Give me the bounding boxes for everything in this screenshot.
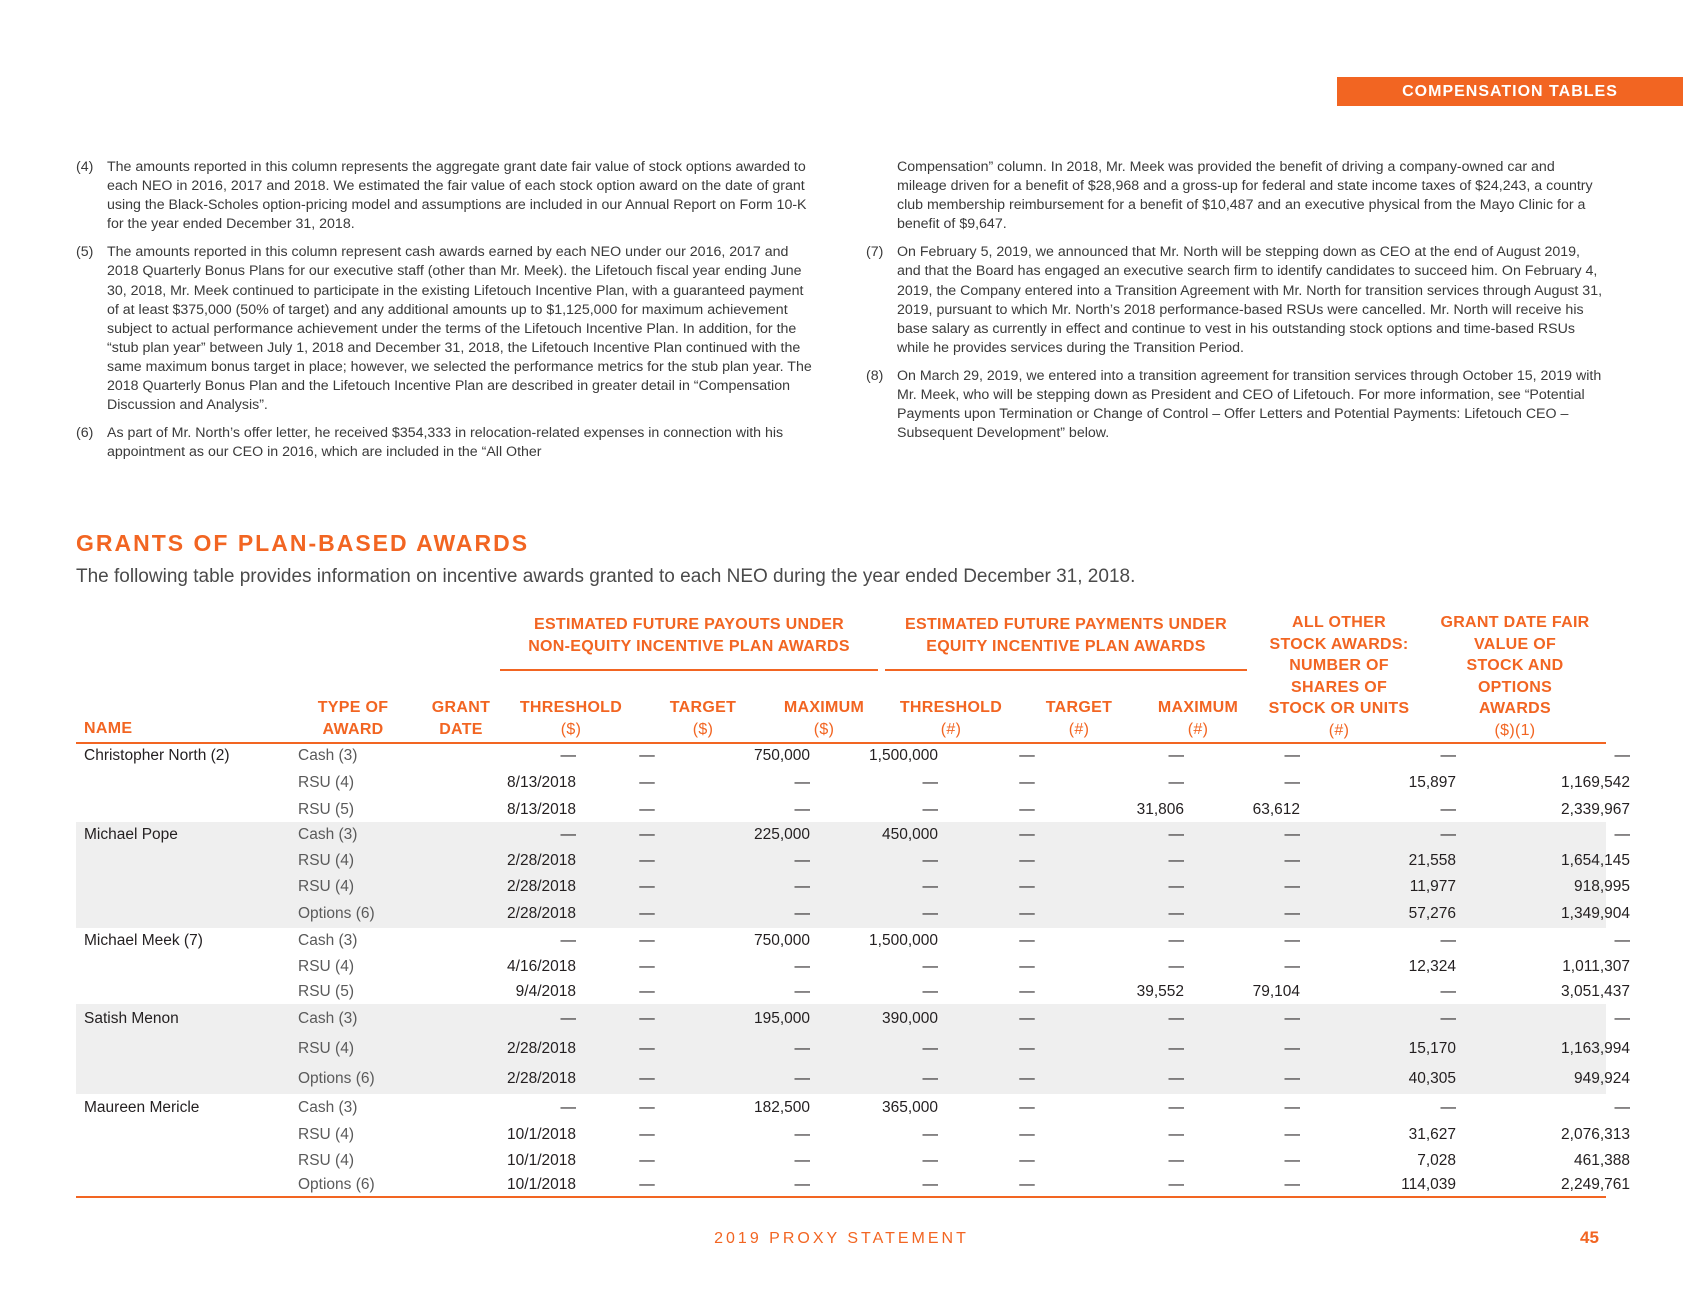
col-header-unit: ($) [692,720,714,738]
cell-eq-maximum: 79,104 [1252,983,1300,1000]
cell-ne-threshold: — [639,852,655,869]
group-header-line: EQUITY INCENTIVE PLAN AWARDS [926,637,1206,655]
cell-grant-date: — [560,747,576,764]
cell-award-type: Options (6) [298,1070,375,1087]
col-header-label: THRESHOLD [519,699,623,716]
cell-eq-target: — [1168,747,1184,764]
footnote-5 [76,243,816,415]
cell-eq-maximum: — [1284,1099,1300,1116]
cell-fair-value: 461,388 [1573,1152,1630,1169]
cell-eq-maximum: 63,612 [1252,801,1300,818]
cell-all-other: 15,170 [1408,1040,1456,1057]
cell-name [84,1174,294,1196]
cell-grant-date: 2/28/2018 [507,852,576,869]
cell-eq-threshold: — [1019,1010,1035,1027]
cell-name: Satish Menon [84,1010,179,1027]
cell-ne-threshold: — [639,1176,655,1193]
cell-eq-maximum: — [1284,1152,1300,1169]
cell-name [84,768,294,798]
cell-name [84,900,294,928]
footer-title: 2019 PROXY STATEMENT [714,1230,969,1247]
cell-award-type: Cash (3) [298,932,358,949]
cell-eq-target: — [1168,1126,1184,1143]
cell-all-other: — [1440,801,1456,818]
cell-ne-target: — [794,1152,810,1169]
cell-eq-threshold: — [1019,878,1035,895]
col-header-label: SHARES OF [1290,678,1388,696]
cell-ne-maximum: — [922,852,938,869]
cell-ne-threshold: — [639,1070,655,1087]
cell-award-type: Options (6) [298,905,375,922]
cell-ne-target: 750,000 [753,932,810,949]
cell-ne-threshold: — [639,1099,655,1116]
cell-ne-maximum: 450,000 [881,826,938,843]
cell-all-other: 15,897 [1408,774,1456,791]
cell-all-other: — [1440,932,1456,949]
cell-ne-target: — [794,905,810,922]
cell-eq-maximum: — [1284,1040,1300,1057]
cell-grant-date: 2/28/2018 [507,1070,576,1087]
cell-grant-date: 10/1/2018 [507,1152,576,1169]
footnote-text: On March 29, 2019, we entered into a transition agreement for transition services through October 15, 2019 with Mr. Meek, who will be stepping down as President and CEO of Lifetouch. For more information, see “Potential Payments upon Termination or Change of Control – Offer Letters and Potential Payments: Lifetouch CEO – Subsequent Development” below. [897,367,1602,442]
cell-all-other: — [1440,1099,1456,1116]
cell-award-type: RSU (4) [298,958,354,975]
cell-eq-target: — [1168,1010,1184,1027]
col-header-label: AWARD [322,720,384,738]
table-row [76,900,1630,928]
cell-eq-target: 31,806 [1136,801,1184,818]
col-header-label: TARGET [1045,699,1113,716]
cell-name [84,798,294,822]
cell-fair-value: 1,654,145 [1561,852,1630,869]
cell-ne-maximum: — [922,958,938,975]
cell-all-other: 7,028 [1417,1152,1456,1169]
cell-eq-maximum: — [1284,747,1300,764]
cell-name [84,1122,294,1148]
col-header-label: VALUE OF [1473,635,1557,653]
cell-award-type: Cash (3) [298,747,358,764]
section-heading: GRANTS OF PLAN-BASED AWARDS [76,530,530,556]
cell-ne-threshold: — [639,774,655,791]
equity-group-header [885,614,1247,657]
cell-ne-maximum: — [922,1040,938,1057]
cell-award-type: RSU (4) [298,1152,354,1169]
cell-eq-threshold: — [1019,1070,1035,1087]
cell-ne-target: — [794,852,810,869]
footnote-number: (7) [866,244,884,261]
cell-name [84,1064,294,1094]
footnote-text: The amounts reported in this column represent cash awards earned by each NEO under our 2016, 2017 and 2018 Quarterly Bonus Plans for our executive staff (other than Mr. Meek). the Lifetouch fiscal year ending June 30, 2018, Mr. Meek continued to participate in the existing Lifetouch Incentive Plan, with a guaranteed payment of at least $375,000 (50% of target) and any additional amounts up to $1,125,000 for maximum achievement subject to actual performance achievement under the terms of the Lifetouch Incentive Plan. In addition, for the “stub plan year” between July 1, 2018 and December 31, 2018, the Lifetouch Incentive Plan continued with the same maximum bonus target in place; however, we selected the performance metrics for the stub plan year. The 2018 Quarterly Bonus Plan and the Lifetouch Incentive Plan are described in greater detail in “Compensation Discussion and Analysis”. [107,244,812,414]
cell-ne-threshold: — [639,1126,655,1143]
col-header-label: NAME [84,720,133,737]
cell-eq-target: — [1168,1176,1184,1193]
table-row [76,1122,1630,1148]
footnote-4 [76,158,816,234]
table-row [76,954,1630,980]
table-row [76,928,1630,954]
footnote-text: On February 5, 2019, we announced that Mr. North will be stepping down as CEO at the end of August 2019, and that the Board has engaged an executive search firm to identify candidates to succeed him. On February 4, 2019, the Company entered into a Transition Agreement with Mr. North for transition services through August 31, 2019, pursuant to which Mr. North’s 2018 performance-based RSUs were cancelled. Mr. North will receive his base salary as currently in effect and continue to vest in his outstanding stock options and time-based RSUs while he provides services during the Transition Period. [897,244,1603,356]
col-header-unit: (#) [940,720,962,738]
page-number: 45 [1580,1228,1599,1247]
col-header-grant-date [416,697,506,740]
cell-eq-target: 39,552 [1136,983,1184,1000]
col-header-label: OPTIONS [1477,678,1553,696]
cell-eq-maximum: — [1284,958,1300,975]
cell-ne-target: — [794,958,810,975]
cell-ne-threshold: — [639,905,655,922]
cell-eq-threshold: — [1019,1040,1035,1057]
col-header-unit: ($)(1) [1494,721,1536,739]
cell-name: Christopher North (2) [84,747,230,764]
cell-eq-maximum: — [1284,1010,1300,1027]
cell-grant-date: 10/1/2018 [507,1126,576,1143]
footnote-7 [866,243,1606,358]
cell-all-other: — [1440,1010,1456,1027]
table-row [76,1148,1630,1174]
col-header-label: NUMBER OF [1289,657,1389,674]
cell-ne-maximum: — [922,905,938,922]
col-header-label: GRANT [431,699,491,716]
non-equity-group-header [500,614,878,657]
cell-name [84,1034,294,1064]
cell-all-other: 31,627 [1408,1126,1456,1143]
cell-eq-target: — [1168,1040,1184,1057]
cell-award-type: RSU (4) [298,878,354,895]
cell-eq-maximum: — [1284,932,1300,949]
col-header-unit: ($) [813,720,835,738]
cell-award-type: RSU (4) [298,1126,354,1143]
cell-award-type: Cash (3) [298,1010,358,1027]
cell-ne-maximum: — [922,1070,938,1087]
col-header-unit: (#) [1187,720,1209,738]
cell-ne-threshold: — [639,932,655,949]
cell-eq-target: — [1168,826,1184,843]
cell-award-type: RSU (4) [298,774,354,791]
cell-all-other: 11,977 [1409,878,1456,895]
cell-eq-target: — [1168,905,1184,922]
cell-fair-value: 918,995 [1573,878,1630,895]
cell-ne-target: — [794,878,810,895]
footnote-8 [866,367,1606,443]
cell-eq-target: — [1168,1070,1184,1087]
cell-grant-date: 4/16/2018 [507,958,576,975]
cell-eq-threshold: — [1019,747,1035,764]
cell-grant-date: 2/28/2018 [507,878,576,895]
cell-fair-value: 2,339,967 [1561,801,1630,818]
col-header-unit: (#) [1328,721,1350,739]
col-header-type [300,697,406,740]
col-header-fair-value [1426,612,1604,741]
cell-ne-maximum: 1,500,000 [869,932,938,949]
col-header-label: STOCK OR UNITS [1268,700,1410,717]
cell-grant-date: 2/28/2018 [507,905,576,922]
cell-eq-threshold: — [1019,932,1035,949]
cell-eq-threshold: — [1019,826,1035,843]
cell-grant-date: 8/13/2018 [507,774,576,791]
cell-eq-threshold: — [1019,958,1035,975]
cell-ne-maximum: 390,000 [881,1010,938,1027]
cell-ne-target: 750,000 [753,747,810,764]
cell-ne-maximum: — [922,983,938,1000]
col-header-ne-threshold [510,697,632,740]
col-header-eq-threshold [888,697,1014,740]
cell-ne-maximum: 1,500,000 [869,747,938,764]
footnote-number: (5) [76,244,94,261]
cell-award-type: RSU (4) [298,852,354,869]
cell-name [84,874,294,900]
cell-eq-maximum: — [1284,774,1300,791]
cell-ne-maximum: — [922,1176,938,1193]
cell-fair-value: 1,169,542 [1561,774,1630,791]
col-header-unit: ($) [560,720,582,738]
table-row [76,768,1630,798]
table-bottom-rule [76,1196,1606,1198]
cell-eq-maximum: — [1284,852,1300,869]
col-header-label: THRESHOLD [899,699,1003,716]
group-header-line: NON-EQUITY INCENTIVE PLAN AWARDS [528,637,850,655]
col-header-label: DATE [439,720,483,738]
table-row [76,744,1630,768]
cell-fair-value: — [1614,1010,1630,1027]
cell-grant-date: 9/4/2018 [515,983,576,1000]
cell-fair-value: 2,249,761 [1561,1176,1630,1193]
section-intro: The following table provides information on incentive awards granted to each NEO during the year ended December 31, 2018. [76,566,1136,587]
cell-award-type: RSU (5) [298,983,354,1000]
col-header-label: MAXIMUM [1157,699,1239,716]
col-header-ne-maximum [770,697,878,740]
cell-eq-threshold: — [1019,905,1035,922]
cell-fair-value: 1,011,307 [1562,958,1630,975]
col-header-label: TARGET [669,699,737,716]
footnote-number: (4) [76,159,94,175]
cell-ne-threshold: — [639,878,655,895]
footnotes-left [76,158,816,471]
col-header-label: STOCK AND [1466,657,1564,674]
cell-all-other: — [1440,983,1456,1000]
cell-name: Michael Pope [84,826,178,843]
cell-fair-value: 1,349,904 [1561,905,1630,922]
cell-ne-maximum: — [922,1126,938,1143]
cell-ne-target: — [794,983,810,1000]
col-header-label: GRANT DATE FAIR [1440,614,1590,631]
col-header-label: ALL OTHER [1292,614,1386,631]
cell-eq-maximum: — [1284,1070,1300,1087]
cell-ne-target: — [794,1070,810,1087]
table-row [76,1004,1630,1034]
cell-fair-value: — [1614,747,1630,764]
cell-ne-target: 225,000 [753,826,810,843]
cell-eq-maximum: — [1284,1126,1300,1143]
non-equity-group-rule [500,669,878,671]
cell-eq-maximum: — [1284,878,1300,895]
table-row [76,1034,1630,1064]
cell-name [84,980,294,1004]
cell-ne-target: 182,500 [753,1099,810,1116]
col-header-label: AWARDS [1478,700,1552,717]
cell-eq-threshold: — [1019,852,1035,869]
cell-eq-target: — [1168,878,1184,895]
col-header-label: STOCK AWARDS: [1269,635,1409,653]
group-header-line: ESTIMATED FUTURE PAYOUTS UNDER [533,616,845,633]
cell-eq-threshold: — [1019,1099,1035,1116]
cell-eq-maximum: — [1284,826,1300,843]
footnote-number: (8) [866,367,884,384]
cell-ne-threshold: — [639,1040,655,1057]
cell-ne-target: — [794,774,810,791]
cell-fair-value: — [1614,932,1630,949]
cell-eq-maximum: — [1284,905,1300,922]
cell-eq-maximum: — [1284,1176,1300,1193]
col-header-all-other [1256,612,1422,741]
table-row [76,1064,1630,1094]
cell-grant-date: — [560,1099,576,1116]
cell-name [84,1148,294,1174]
group-header-line: ESTIMATED FUTURE PAYMENTS UNDER [905,616,1227,633]
cell-grant-date: 8/13/2018 [507,801,576,818]
cell-all-other: — [1440,826,1456,843]
col-header-label: MAXIMUM [783,699,865,716]
cell-eq-target: — [1168,852,1184,869]
cell-ne-maximum: — [922,801,938,818]
cell-grant-date: — [560,826,576,843]
cell-fair-value: — [1614,826,1630,843]
cell-ne-maximum: — [922,878,938,895]
cell-eq-target: — [1168,958,1184,975]
cell-all-other: 21,558 [1408,852,1456,869]
footnote-number [866,158,897,234]
cell-ne-threshold: — [639,958,655,975]
cell-grant-date: — [560,1010,576,1027]
cell-all-other: 57,276 [1408,905,1456,922]
cell-eq-threshold: — [1019,1176,1035,1193]
cell-name [84,848,294,874]
cell-ne-maximum: — [922,1152,938,1169]
col-header-ne-target [652,697,754,740]
cell-eq-threshold: — [1019,801,1035,818]
cell-ne-target: — [794,1176,810,1193]
cell-eq-target: — [1168,1152,1184,1169]
col-header-eq-target [1030,697,1128,740]
cell-fair-value: — [1614,1099,1630,1116]
cell-award-type: RSU (4) [298,1040,354,1057]
cell-fair-value: 3,051,437 [1561,983,1630,1000]
cell-name: Maureen Mericle [84,1099,200,1116]
cell-ne-maximum: 365,000 [881,1099,938,1116]
cell-fair-value: 2,076,313 [1561,1126,1630,1143]
cell-all-other: — [1440,747,1456,764]
cell-name: Michael Meek (7) [84,932,203,949]
table-row [76,874,1630,900]
cell-eq-target: — [1168,1099,1184,1116]
footnote-6-continued [866,158,1606,234]
footnote-text: The amounts reported in this column represents the aggregate grant date fair value of stock options awarded to each NEO in 2016, 2017 and 2018. We estimated the fair value of each stock option award on the date of grant using the Black-Scholes option-pricing model and assumptions are included in our Annual Report on Form 10-K for the year ended December 31, 2018. [107,159,807,233]
cell-name [84,954,294,980]
equity-group-rule [885,669,1247,671]
cell-grant-date: — [560,932,576,949]
cell-grant-date: 10/1/2018 [507,1176,576,1193]
cell-ne-threshold: — [639,747,655,764]
cell-fair-value: 949,924 [1573,1070,1630,1087]
cell-eq-target: — [1168,774,1184,791]
cell-ne-maximum: — [922,774,938,791]
cell-ne-threshold: — [639,801,655,818]
cell-award-type: Options (6) [298,1176,375,1193]
footnote-text: As part of Mr. North’s offer letter, he received $354,333 in relocation-related expenses in connection with his appointment as our CEO in 2016, which are included in the “All Other [107,425,784,461]
cell-eq-threshold: — [1019,774,1035,791]
col-header-unit: (#) [1068,720,1090,738]
table-row [76,848,1630,874]
cell-ne-threshold: — [639,1010,655,1027]
cell-eq-threshold: — [1019,983,1035,1000]
col-header-name [84,718,132,740]
cell-ne-threshold: — [639,983,655,1000]
cell-eq-target: — [1168,932,1184,949]
cell-award-type: Cash (3) [298,1099,358,1116]
cell-ne-target: — [794,801,810,818]
cell-all-other: 12,324 [1408,958,1456,975]
section-tag: COMPENSATION TABLES [1337,77,1683,106]
cell-all-other: 40,305 [1408,1070,1456,1087]
cell-eq-threshold: — [1019,1126,1035,1143]
cell-ne-target: 195,000 [753,1010,810,1027]
footnote-6 [76,424,816,462]
table-row [76,980,1630,1004]
cell-ne-target: — [794,1040,810,1057]
col-header-eq-maximum [1146,697,1250,740]
col-header-label: TYPE OF [317,699,389,716]
cell-award-type: Cash (3) [298,826,358,843]
cell-ne-threshold: — [639,1152,655,1169]
footnote-text: Compensation” column. In 2018, Mr. Meek was provided the benefit of driving a company-owned car and mileage driven for a benefit of $28,968 and a gross-up for federal and state income taxes of $24,243, a country club membership reimbursement for a benefit of $10,487 and an executive physical from the Mayo Clinic for a benefit of $9,647. [897,159,1593,233]
table-row [76,798,1630,822]
cell-ne-threshold: — [639,826,655,843]
cell-ne-target: — [794,1126,810,1143]
cell-grant-date: 2/28/2018 [507,1040,576,1057]
table-row [76,1094,1630,1122]
cell-award-type: RSU (5) [298,801,354,818]
cell-fair-value: 1,163,994 [1561,1040,1630,1057]
footnote-number: (6) [76,425,94,442]
table-row [76,1174,1630,1196]
cell-all-other: 114,039 [1401,1176,1456,1193]
footnotes-right [866,158,1606,452]
table-row [76,822,1630,848]
cell-eq-threshold: — [1019,1152,1035,1169]
